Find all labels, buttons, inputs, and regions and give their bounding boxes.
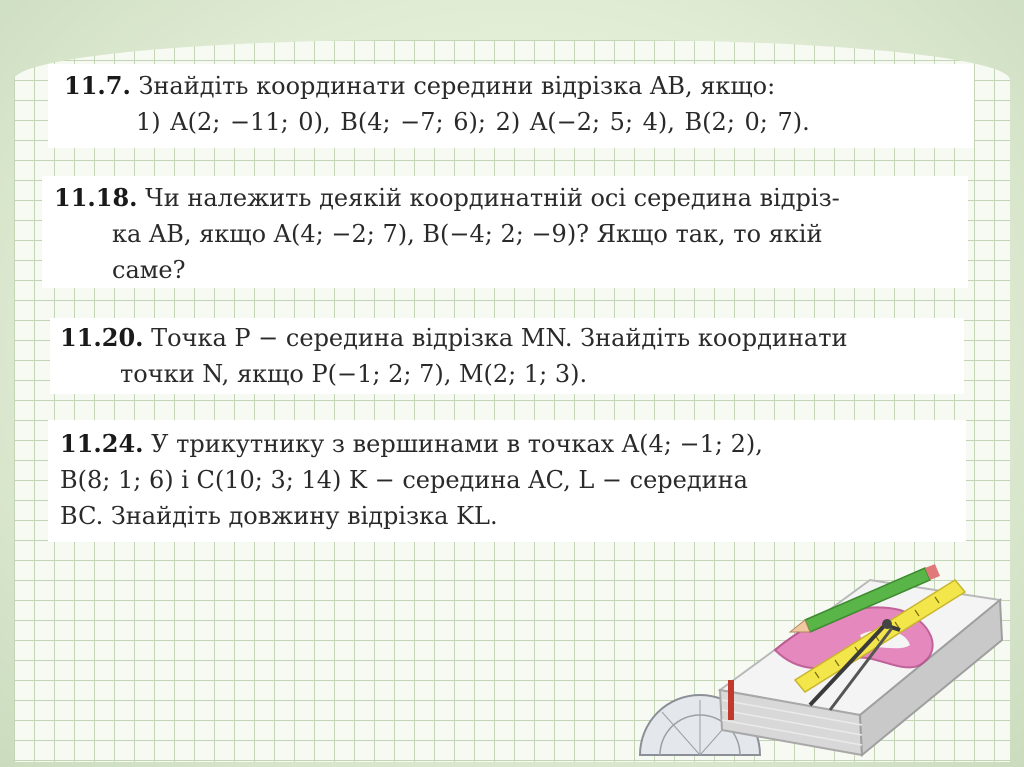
problem-11-7 — [48, 64, 974, 148]
problem-text: 1) A(2; −11; 0), B(4; −7; 6); 2) A(−2; 5; 4), B(2; 0; 7). — [136, 108, 810, 136]
problem-text: Точка P − середина відрізка MN. Знайдіть координати — [143, 324, 848, 352]
problem-text: Знайдіть координати середини відрізка AB, якщо: — [130, 72, 776, 100]
problem-text: ка AB, якщо A(4; −2; 7), B(−4; 2; −9)? Якщо так, то якій — [112, 220, 823, 248]
problem-number: 11.24. — [60, 429, 144, 458]
problem-text: У трикутнику з вершинами в точках A(4; −1; 2), — [143, 430, 763, 458]
problem-text: саме? — [112, 256, 186, 284]
problem-text: точки N, якщо P(−1; 2; 7), M(2; 1; 3). — [120, 360, 588, 388]
problem-text: B(8; 1; 6) і C(10; 3; 14) K − середина AC, L − середина — [60, 466, 748, 494]
problem-11-20 — [50, 318, 964, 394]
book-pencil-ruler-compass-illustration — [600, 540, 1024, 767]
problem-number: 11.20. — [60, 323, 144, 352]
problem-text: BC. Знайдіть довжину відрізка KL. — [60, 502, 498, 530]
problem-number: 11.7. — [64, 71, 131, 100]
problem-11-24 — [48, 420, 966, 542]
problem-11-18 — [42, 176, 968, 288]
problem-number: 11.18. — [54, 183, 138, 212]
problem-text: Чи належить деякій координатній осі середина відріз- — [137, 184, 840, 212]
